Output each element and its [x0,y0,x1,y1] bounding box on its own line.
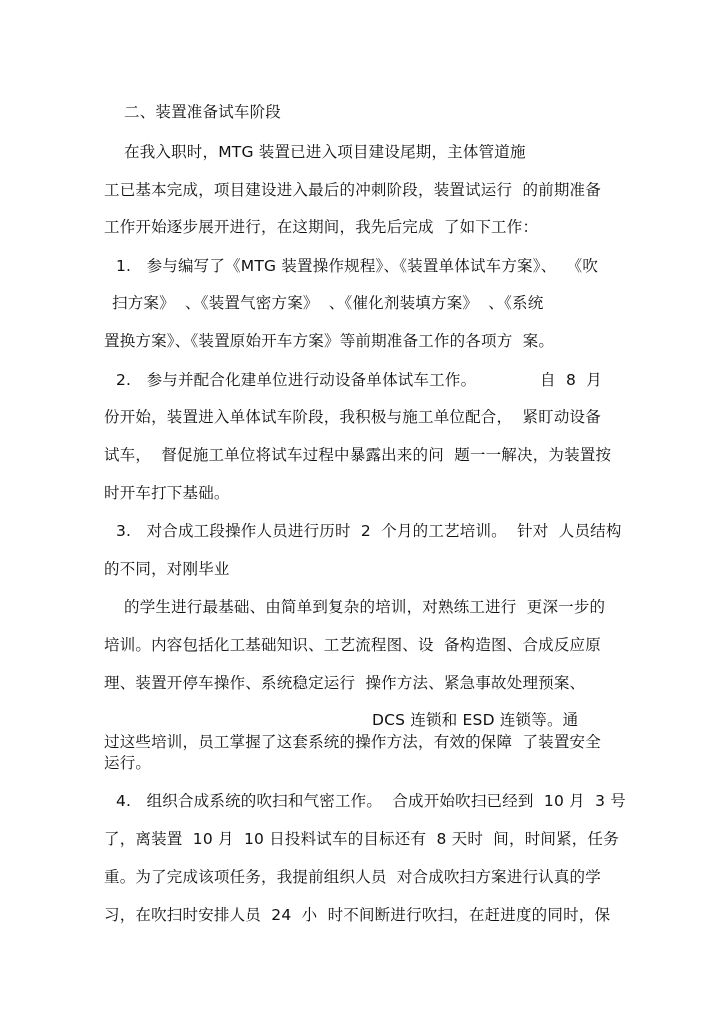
list-item-line: 2. 参与并配合化建单位进行动设备单体试车工作。 [116,371,477,389]
list-item-line: 3. 对合成工段操作人员进行历时 2 个月的工艺培训。 针对 人员结构 [116,522,622,540]
list-item-line: 运行。 [104,754,152,772]
list-item-line: 1. 参与编写了《MTG 装置操作规程》、《装置单体试车方案》、 《吹 [116,257,599,275]
list-item-line: 份开始，装置进入单体试车阶段，我积极与施工单位配合， 紧盯动设备 [104,408,601,426]
section-heading: 二、装置准备试车阶段 [124,103,282,121]
list-item-line: 自 8 月 [540,371,602,389]
list-item-line: 过这些培训，员工掌握了这套系统的操作方法，有效的保障 了装置安全 [104,733,601,751]
list-item-line: 培训。内容包括化工基础知识、工艺流程图、设 备构造图、合成反应原 [104,636,601,654]
list-item-line: 置换方案》、《装置原始开车方案》等前期准备工作的各项方 案。 [104,332,555,350]
list-item-line: 习，在吹扫时安排人员 24 小 时不间断进行吹扫，在赶进度的同时，保 [104,906,611,924]
list-item-line: DCS 连锁和 ESD 连锁等。通 [372,711,579,729]
paragraph-line: 工作开始逐步展开进行，在这期间，我先后完成 了如下工作： [104,218,539,236]
list-item-line: 时开车打下基础。 [104,484,230,502]
list-item-line: 的学生进行最基础、由简单到复杂的培训，对熟练工进行 更深一步的 [124,598,606,616]
list-item-line: 重。为了完成该项任务，我提前组织人员 对合成吹扫方案进行认真的学 [104,868,601,886]
list-item-line: 的不同，对刚毕业 [104,560,230,578]
paragraph-line: 工已基本完成，项目建设进入最后的冲刺阶段，装置试运行 的前期准备 [104,181,601,199]
list-item-line: 试车， 督促施工单位将试车过程中暴露出来的问 题一一解决，为装置按 [104,446,612,464]
list-item-line: 了，离装置 10 月 10 日投料试车的目标还有 8 天时 间，时间紧，任务 [104,830,619,848]
list-item-line: 扫方案》 、《装置气密方案》 、《催化剂装填方案》 、《系统 [112,294,544,312]
list-item-line: 4. 组织合成系统的吹扫和气密工作。 合成开始吹扫已经到 10 月 3 号 [116,792,626,810]
paragraph-line: 在我入职时，MTG 装置已进入项目建设尾期，主体管道施 [124,143,526,161]
list-item-line: 理、装置开停车操作、系统稳定运行 操作方法、紧急事故处理预案、 [104,674,586,692]
